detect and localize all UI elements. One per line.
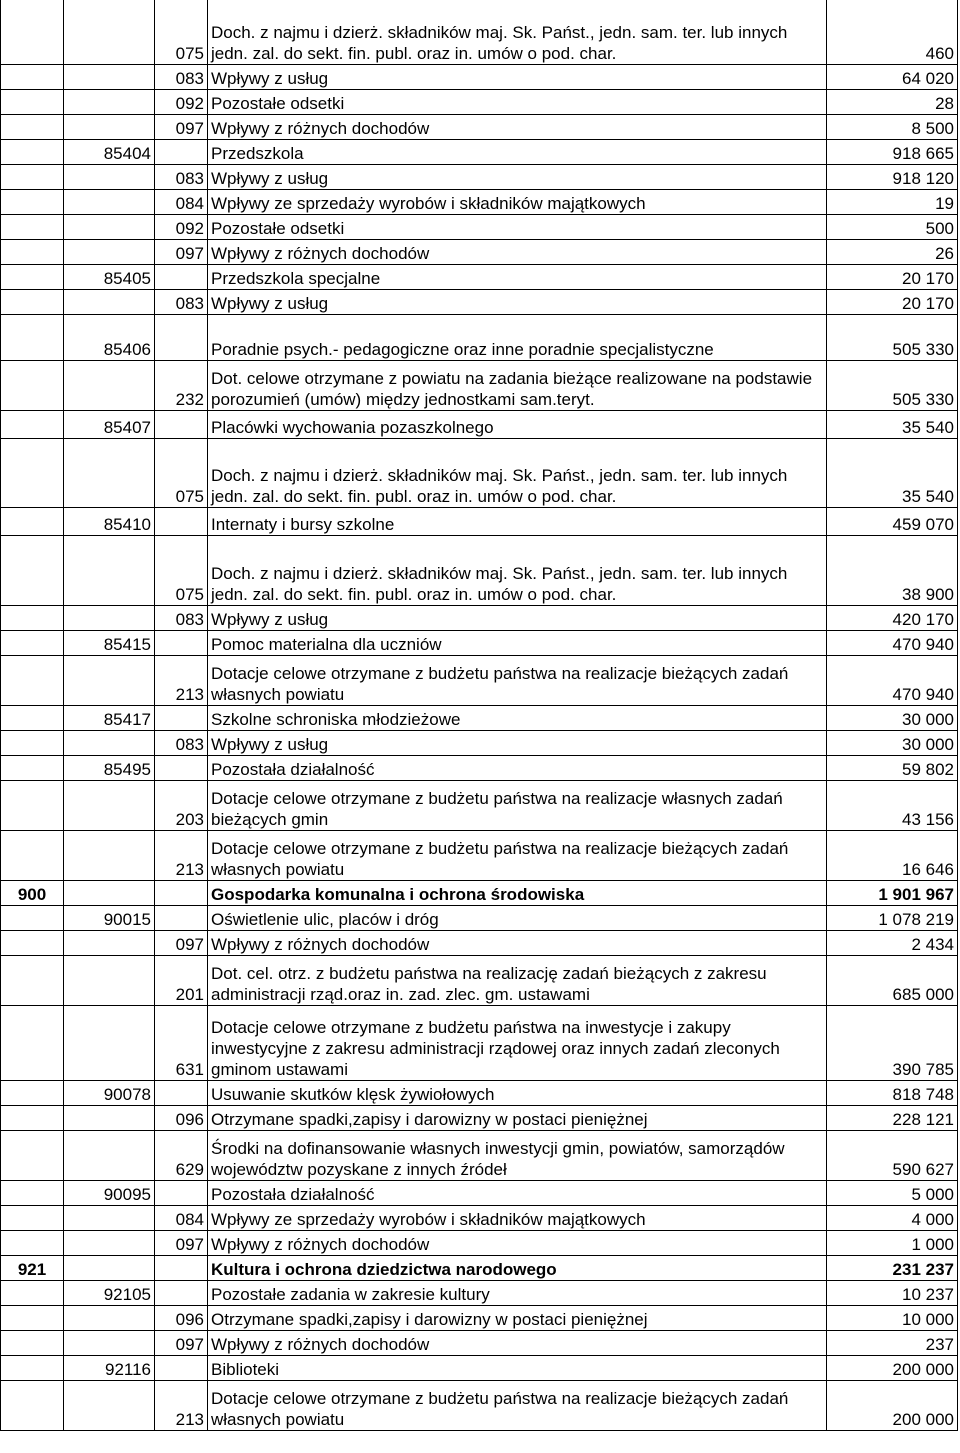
rozdzial-cell bbox=[64, 189, 155, 214]
kwota-cell: 1 078 219 bbox=[827, 905, 958, 930]
paragraf-cell: 097 bbox=[155, 1230, 208, 1255]
nazwa-cell: Wpływy z usług bbox=[208, 605, 827, 630]
dzial-cell bbox=[1, 780, 64, 830]
table-row bbox=[1, 905, 958, 930]
nazwa-cell: Wpływy z różnych dochodów bbox=[208, 930, 827, 955]
dzial-cell bbox=[1, 264, 64, 289]
kwota-cell: 8 500 bbox=[827, 114, 958, 139]
dzial-cell bbox=[1, 1205, 64, 1230]
paragraf-cell: 075 bbox=[155, 535, 208, 605]
rozdzial-cell: 85404 bbox=[64, 139, 155, 164]
nazwa-cell: Doch. z najmu i dzierż. składników maj. Sk. Państ., jedn. sam. ter. lub innych jedn. zal. do sekt. fin. publ. oraz in. umów o pod. char. bbox=[208, 0, 827, 64]
table-row bbox=[1, 1005, 958, 1080]
paragraf-cell bbox=[155, 1080, 208, 1105]
rozdzial-cell: 90078 bbox=[64, 1080, 155, 1105]
paragraf-cell: 092 bbox=[155, 214, 208, 239]
table-row bbox=[1, 139, 958, 164]
kwota-cell: 26 bbox=[827, 239, 958, 264]
paragraf-cell: 096 bbox=[155, 1305, 208, 1330]
table-row bbox=[1, 239, 958, 264]
kwota-cell: 818 748 bbox=[827, 1080, 958, 1105]
dzial-cell bbox=[1, 410, 64, 438]
kwota-cell: 35 540 bbox=[827, 438, 958, 507]
nazwa-cell: Wpływy z różnych dochodów bbox=[208, 1330, 827, 1355]
rozdzial-cell: 85415 bbox=[64, 630, 155, 655]
nazwa-cell: Poradnie psych.- pedagogiczne oraz inne poradnie specjalistyczne bbox=[208, 314, 827, 360]
dzial-cell bbox=[1, 830, 64, 880]
rozdzial-cell: 85405 bbox=[64, 264, 155, 289]
nazwa-cell: Dotacje celowe otrzymane z budżetu państwa na inwestycje i zakupy inwestycyjne z zakresu administracji rządowej oraz innych zadań zleconych gminom ustawami bbox=[208, 1005, 827, 1080]
dzial-cell bbox=[1, 1080, 64, 1105]
nazwa-cell: Internaty i bursy szkolne bbox=[208, 507, 827, 535]
paragraf-cell: 097 bbox=[155, 239, 208, 264]
nazwa-cell: Doch. z najmu i dzierż. składników maj. Sk. Państ., jedn. sam. ter. lub innych jedn. zal. do sekt. fin. publ. oraz in. umów o pod. char. bbox=[208, 438, 827, 507]
nazwa-cell: Oświetlenie ulic, placów i dróg bbox=[208, 905, 827, 930]
nazwa-cell: Biblioteki bbox=[208, 1355, 827, 1380]
rozdzial-cell: 90015 bbox=[64, 905, 155, 930]
dzial-cell bbox=[1, 139, 64, 164]
paragraf-cell: 083 bbox=[155, 64, 208, 89]
kwota-cell: 10 237 bbox=[827, 1280, 958, 1305]
paragraf-cell: 213 bbox=[155, 1380, 208, 1430]
kwota-cell: 470 940 bbox=[827, 630, 958, 655]
nazwa-cell: Wpływy ze sprzedaży wyrobów i składników majątkowych bbox=[208, 189, 827, 214]
nazwa-cell: Pozostałe zadania w zakresie kultury bbox=[208, 1280, 827, 1305]
nazwa-cell: Pozostałe odsetki bbox=[208, 214, 827, 239]
table-row bbox=[1, 114, 958, 139]
nazwa-cell: Pozostałe odsetki bbox=[208, 89, 827, 114]
dzial-cell bbox=[1, 1330, 64, 1355]
paragraf-cell bbox=[155, 314, 208, 360]
kwota-cell: 38 900 bbox=[827, 535, 958, 605]
dzial-cell: 921 bbox=[1, 1255, 64, 1280]
rozdzial-cell bbox=[64, 1230, 155, 1255]
table-row bbox=[1, 780, 958, 830]
rozdzial-cell bbox=[64, 289, 155, 314]
dzial-cell bbox=[1, 1280, 64, 1305]
table-row bbox=[1, 630, 958, 655]
kwota-cell: 64 020 bbox=[827, 64, 958, 89]
kwota-cell: 43 156 bbox=[827, 780, 958, 830]
kwota-cell: 30 000 bbox=[827, 705, 958, 730]
dzial-cell bbox=[1, 905, 64, 930]
rozdzial-cell bbox=[64, 1380, 155, 1430]
paragraf-cell: 084 bbox=[155, 189, 208, 214]
paragraf-cell: 084 bbox=[155, 1205, 208, 1230]
rozdzial-cell: 85495 bbox=[64, 755, 155, 780]
rozdzial-cell bbox=[64, 360, 155, 410]
kwota-cell: 20 170 bbox=[827, 264, 958, 289]
rozdzial-cell bbox=[64, 0, 155, 64]
kwota-cell: 5 000 bbox=[827, 1180, 958, 1205]
table-row bbox=[1, 214, 958, 239]
nazwa-cell: Dotacje celowe otrzymane z budżetu państwa na realizacje bieżących zadań własnych powiatu bbox=[208, 830, 827, 880]
paragraf-cell: 629 bbox=[155, 1130, 208, 1180]
table-row bbox=[1, 1380, 958, 1430]
rozdzial-cell bbox=[64, 655, 155, 705]
nazwa-cell: Dotacje celowe otrzymane z budżetu państwa na realizacje bieżących zadań własnych powiatu bbox=[208, 655, 827, 705]
kwota-cell: 2 434 bbox=[827, 930, 958, 955]
table-row bbox=[1, 755, 958, 780]
dzial-cell bbox=[1, 189, 64, 214]
paragraf-cell bbox=[155, 705, 208, 730]
dzial-cell bbox=[1, 1355, 64, 1380]
dzial-cell bbox=[1, 289, 64, 314]
nazwa-cell: Wpływy z usług bbox=[208, 730, 827, 755]
dzial-cell bbox=[1, 0, 64, 64]
table-row bbox=[1, 410, 958, 438]
rozdzial-cell: 85406 bbox=[64, 314, 155, 360]
paragraf-cell bbox=[155, 410, 208, 438]
nazwa-cell: Usuwanie skutków klęsk żywiołowych bbox=[208, 1080, 827, 1105]
table-row bbox=[1, 89, 958, 114]
rozdzial-cell bbox=[64, 830, 155, 880]
paragraf-cell bbox=[155, 1180, 208, 1205]
dzial-cell bbox=[1, 535, 64, 605]
table-row bbox=[1, 314, 958, 360]
kwota-cell: 237 bbox=[827, 1330, 958, 1355]
paragraf-cell: 092 bbox=[155, 89, 208, 114]
rozdzial-cell: 85417 bbox=[64, 705, 155, 730]
table-row bbox=[1, 507, 958, 535]
dzial-cell bbox=[1, 438, 64, 507]
kwota-cell: 390 785 bbox=[827, 1005, 958, 1080]
budget-table-body bbox=[1, 0, 958, 1430]
kwota-cell: 59 802 bbox=[827, 755, 958, 780]
rozdzial-cell bbox=[64, 930, 155, 955]
dzial-cell bbox=[1, 930, 64, 955]
table-row bbox=[1, 1280, 958, 1305]
rozdzial-cell bbox=[64, 64, 155, 89]
table-row bbox=[1, 605, 958, 630]
kwota-cell: 505 330 bbox=[827, 314, 958, 360]
kwota-cell: 590 627 bbox=[827, 1130, 958, 1180]
nazwa-cell: Wpływy z usług bbox=[208, 64, 827, 89]
table-row bbox=[1, 1205, 958, 1230]
nazwa-cell: Wpływy z usług bbox=[208, 164, 827, 189]
dzial-cell bbox=[1, 655, 64, 705]
table-row bbox=[1, 1180, 958, 1205]
kwota-cell: 500 bbox=[827, 214, 958, 239]
nazwa-cell: Wpływy ze sprzedaży wyrobów i składników majątkowych bbox=[208, 1205, 827, 1230]
kwota-cell: 1 901 967 bbox=[827, 880, 958, 905]
rozdzial-cell bbox=[64, 214, 155, 239]
rozdzial-cell bbox=[64, 164, 155, 189]
rozdzial-cell bbox=[64, 89, 155, 114]
paragraf-cell bbox=[155, 1255, 208, 1280]
rozdzial-cell bbox=[64, 1305, 155, 1330]
table-row bbox=[1, 880, 958, 905]
dzial-cell bbox=[1, 360, 64, 410]
paragraf-cell bbox=[155, 905, 208, 930]
kwota-cell: 460 bbox=[827, 0, 958, 64]
table-row bbox=[1, 360, 958, 410]
dzial-cell bbox=[1, 630, 64, 655]
nazwa-cell: Dot. celowe otrzymane z powiatu na zadania bieżące realizowane na podstawie porozumień (umów) między jednostkami sam.teryt. bbox=[208, 360, 827, 410]
kwota-cell: 505 330 bbox=[827, 360, 958, 410]
table-row bbox=[1, 64, 958, 89]
rozdzial-cell bbox=[64, 1005, 155, 1080]
paragraf-cell bbox=[155, 264, 208, 289]
kwota-cell: 1 000 bbox=[827, 1230, 958, 1255]
table-row bbox=[1, 655, 958, 705]
nazwa-cell: Dotacje celowe otrzymane z budżetu państwa na realizacje bieżących zadań własnych powiatu bbox=[208, 1380, 827, 1430]
table-row bbox=[1, 830, 958, 880]
table-row bbox=[1, 1355, 958, 1380]
table-row bbox=[1, 1130, 958, 1180]
rozdzial-cell bbox=[64, 1255, 155, 1280]
nazwa-cell: Kultura i ochrona dziedzictwa narodowego bbox=[208, 1255, 827, 1280]
paragraf-cell bbox=[155, 139, 208, 164]
rozdzial-cell: 92105 bbox=[64, 1280, 155, 1305]
table-row bbox=[1, 289, 958, 314]
rozdzial-cell: 92116 bbox=[64, 1355, 155, 1380]
kwota-cell: 20 170 bbox=[827, 289, 958, 314]
table-row bbox=[1, 1080, 958, 1105]
table-row bbox=[1, 164, 958, 189]
kwota-cell: 200 000 bbox=[827, 1355, 958, 1380]
kwota-cell: 10 000 bbox=[827, 1305, 958, 1330]
nazwa-cell: Wpływy z różnych dochodów bbox=[208, 239, 827, 264]
kwota-cell: 918 120 bbox=[827, 164, 958, 189]
paragraf-cell bbox=[155, 630, 208, 655]
dzial-cell bbox=[1, 1230, 64, 1255]
nazwa-cell: Pomoc materialna dla uczniów bbox=[208, 630, 827, 655]
kwota-cell: 420 170 bbox=[827, 605, 958, 630]
kwota-cell: 470 940 bbox=[827, 655, 958, 705]
paragraf-cell: 232 bbox=[155, 360, 208, 410]
dzial-cell bbox=[1, 1005, 64, 1080]
paragraf-cell bbox=[155, 1355, 208, 1380]
rozdzial-cell bbox=[64, 880, 155, 905]
table-row bbox=[1, 1305, 958, 1330]
paragraf-cell bbox=[155, 1280, 208, 1305]
table-row bbox=[1, 730, 958, 755]
table-row bbox=[1, 1330, 958, 1355]
table-row bbox=[1, 1105, 958, 1130]
rozdzial-cell bbox=[64, 730, 155, 755]
kwota-cell: 28 bbox=[827, 89, 958, 114]
paragraf-cell bbox=[155, 755, 208, 780]
kwota-cell: 231 237 bbox=[827, 1255, 958, 1280]
table-row bbox=[1, 438, 958, 507]
nazwa-cell: Wpływy z usług bbox=[208, 289, 827, 314]
rozdzial-cell bbox=[64, 114, 155, 139]
kwota-cell: 459 070 bbox=[827, 507, 958, 535]
rozdzial-cell bbox=[64, 605, 155, 630]
paragraf-cell: 083 bbox=[155, 605, 208, 630]
table-row bbox=[1, 955, 958, 1005]
nazwa-cell: Otrzymane spadki,zapisy i darowizny w postaci pieniężnej bbox=[208, 1105, 827, 1130]
table-row bbox=[1, 1230, 958, 1255]
rozdzial-cell: 85407 bbox=[64, 410, 155, 438]
nazwa-cell: Wpływy z różnych dochodów bbox=[208, 114, 827, 139]
dzial-cell bbox=[1, 1180, 64, 1205]
table-row bbox=[1, 0, 958, 64]
table-row bbox=[1, 1255, 958, 1280]
paragraf-cell: 083 bbox=[155, 730, 208, 755]
table-row bbox=[1, 705, 958, 730]
nazwa-cell: Otrzymane spadki,zapisy i darowizny w postaci pieniężnej bbox=[208, 1305, 827, 1330]
dzial-cell bbox=[1, 314, 64, 360]
nazwa-cell: Środki na dofinansowanie własnych inwestycji gmin, powiatów, samorządów województw pozyskane z innych źródeł bbox=[208, 1130, 827, 1180]
dzial-cell bbox=[1, 1305, 64, 1330]
paragraf-cell: 075 bbox=[155, 0, 208, 64]
table-row bbox=[1, 189, 958, 214]
paragraf-cell bbox=[155, 880, 208, 905]
paragraf-cell: 631 bbox=[155, 1005, 208, 1080]
kwota-cell: 200 000 bbox=[827, 1380, 958, 1430]
dzial-cell bbox=[1, 605, 64, 630]
dzial-cell bbox=[1, 755, 64, 780]
paragraf-cell: 096 bbox=[155, 1105, 208, 1130]
rozdzial-cell: 85410 bbox=[64, 507, 155, 535]
dzial-cell bbox=[1, 730, 64, 755]
table-row bbox=[1, 930, 958, 955]
dzial-cell bbox=[1, 1130, 64, 1180]
paragraf-cell bbox=[155, 507, 208, 535]
kwota-cell: 16 646 bbox=[827, 830, 958, 880]
rozdzial-cell bbox=[64, 780, 155, 830]
dzial-cell bbox=[1, 89, 64, 114]
nazwa-cell: Szkolne schroniska młodzieżowe bbox=[208, 705, 827, 730]
kwota-cell: 685 000 bbox=[827, 955, 958, 1005]
dzial-cell bbox=[1, 1105, 64, 1130]
nazwa-cell: Placówki wychowania pozaszkolnego bbox=[208, 410, 827, 438]
kwota-cell: 30 000 bbox=[827, 730, 958, 755]
kwota-cell: 35 540 bbox=[827, 410, 958, 438]
nazwa-cell: Pozostała działalność bbox=[208, 1180, 827, 1205]
paragraf-cell: 203 bbox=[155, 780, 208, 830]
nazwa-cell: Wpływy z różnych dochodów bbox=[208, 1230, 827, 1255]
paragraf-cell: 201 bbox=[155, 955, 208, 1005]
dzial-cell bbox=[1, 239, 64, 264]
dzial-cell bbox=[1, 164, 64, 189]
dzial-cell bbox=[1, 64, 64, 89]
kwota-cell: 228 121 bbox=[827, 1105, 958, 1130]
table-row bbox=[1, 535, 958, 605]
rozdzial-cell bbox=[64, 438, 155, 507]
rozdzial-cell bbox=[64, 955, 155, 1005]
dzial-cell bbox=[1, 214, 64, 239]
dzial-cell bbox=[1, 705, 64, 730]
paragraf-cell: 097 bbox=[155, 1330, 208, 1355]
paragraf-cell: 097 bbox=[155, 930, 208, 955]
paragraf-cell: 083 bbox=[155, 289, 208, 314]
nazwa-cell: Pozostała działalność bbox=[208, 755, 827, 780]
rozdzial-cell: 90095 bbox=[64, 1180, 155, 1205]
dzial-cell bbox=[1, 507, 64, 535]
paragraf-cell: 083 bbox=[155, 164, 208, 189]
paragraf-cell: 213 bbox=[155, 655, 208, 705]
nazwa-cell: Doch. z najmu i dzierż. składników maj. Sk. Państ., jedn. sam. ter. lub innych jedn. zal. do sekt. fin. publ. oraz in. umów o pod. char. bbox=[208, 535, 827, 605]
dzial-cell bbox=[1, 114, 64, 139]
nazwa-cell: Gospodarka komunalna i ochrona środowiska bbox=[208, 880, 827, 905]
rozdzial-cell bbox=[64, 1105, 155, 1130]
dzial-cell bbox=[1, 955, 64, 1005]
rozdzial-cell bbox=[64, 535, 155, 605]
nazwa-cell: Dotacje celowe otrzymane z budżetu państwa na realizacje własnych zadań bieżących gmin bbox=[208, 780, 827, 830]
dzial-cell bbox=[1, 1380, 64, 1430]
nazwa-cell: Przedszkola specjalne bbox=[208, 264, 827, 289]
table-row bbox=[1, 264, 958, 289]
rozdzial-cell bbox=[64, 1205, 155, 1230]
rozdzial-cell bbox=[64, 1130, 155, 1180]
nazwa-cell: Dot. cel. otrz. z budżetu państwa na realizację zadań bieżących z zakresu administracji rząd.oraz in. zad. zlec. gm. ustawami bbox=[208, 955, 827, 1005]
paragraf-cell: 075 bbox=[155, 438, 208, 507]
paragraf-cell: 213 bbox=[155, 830, 208, 880]
paragraf-cell: 097 bbox=[155, 114, 208, 139]
kwota-cell: 4 000 bbox=[827, 1205, 958, 1230]
dzial-cell: 900 bbox=[1, 880, 64, 905]
rozdzial-cell bbox=[64, 239, 155, 264]
kwota-cell: 918 665 bbox=[827, 139, 958, 164]
nazwa-cell: Przedszkola bbox=[208, 139, 827, 164]
rozdzial-cell bbox=[64, 1330, 155, 1355]
kwota-cell: 19 bbox=[827, 189, 958, 214]
